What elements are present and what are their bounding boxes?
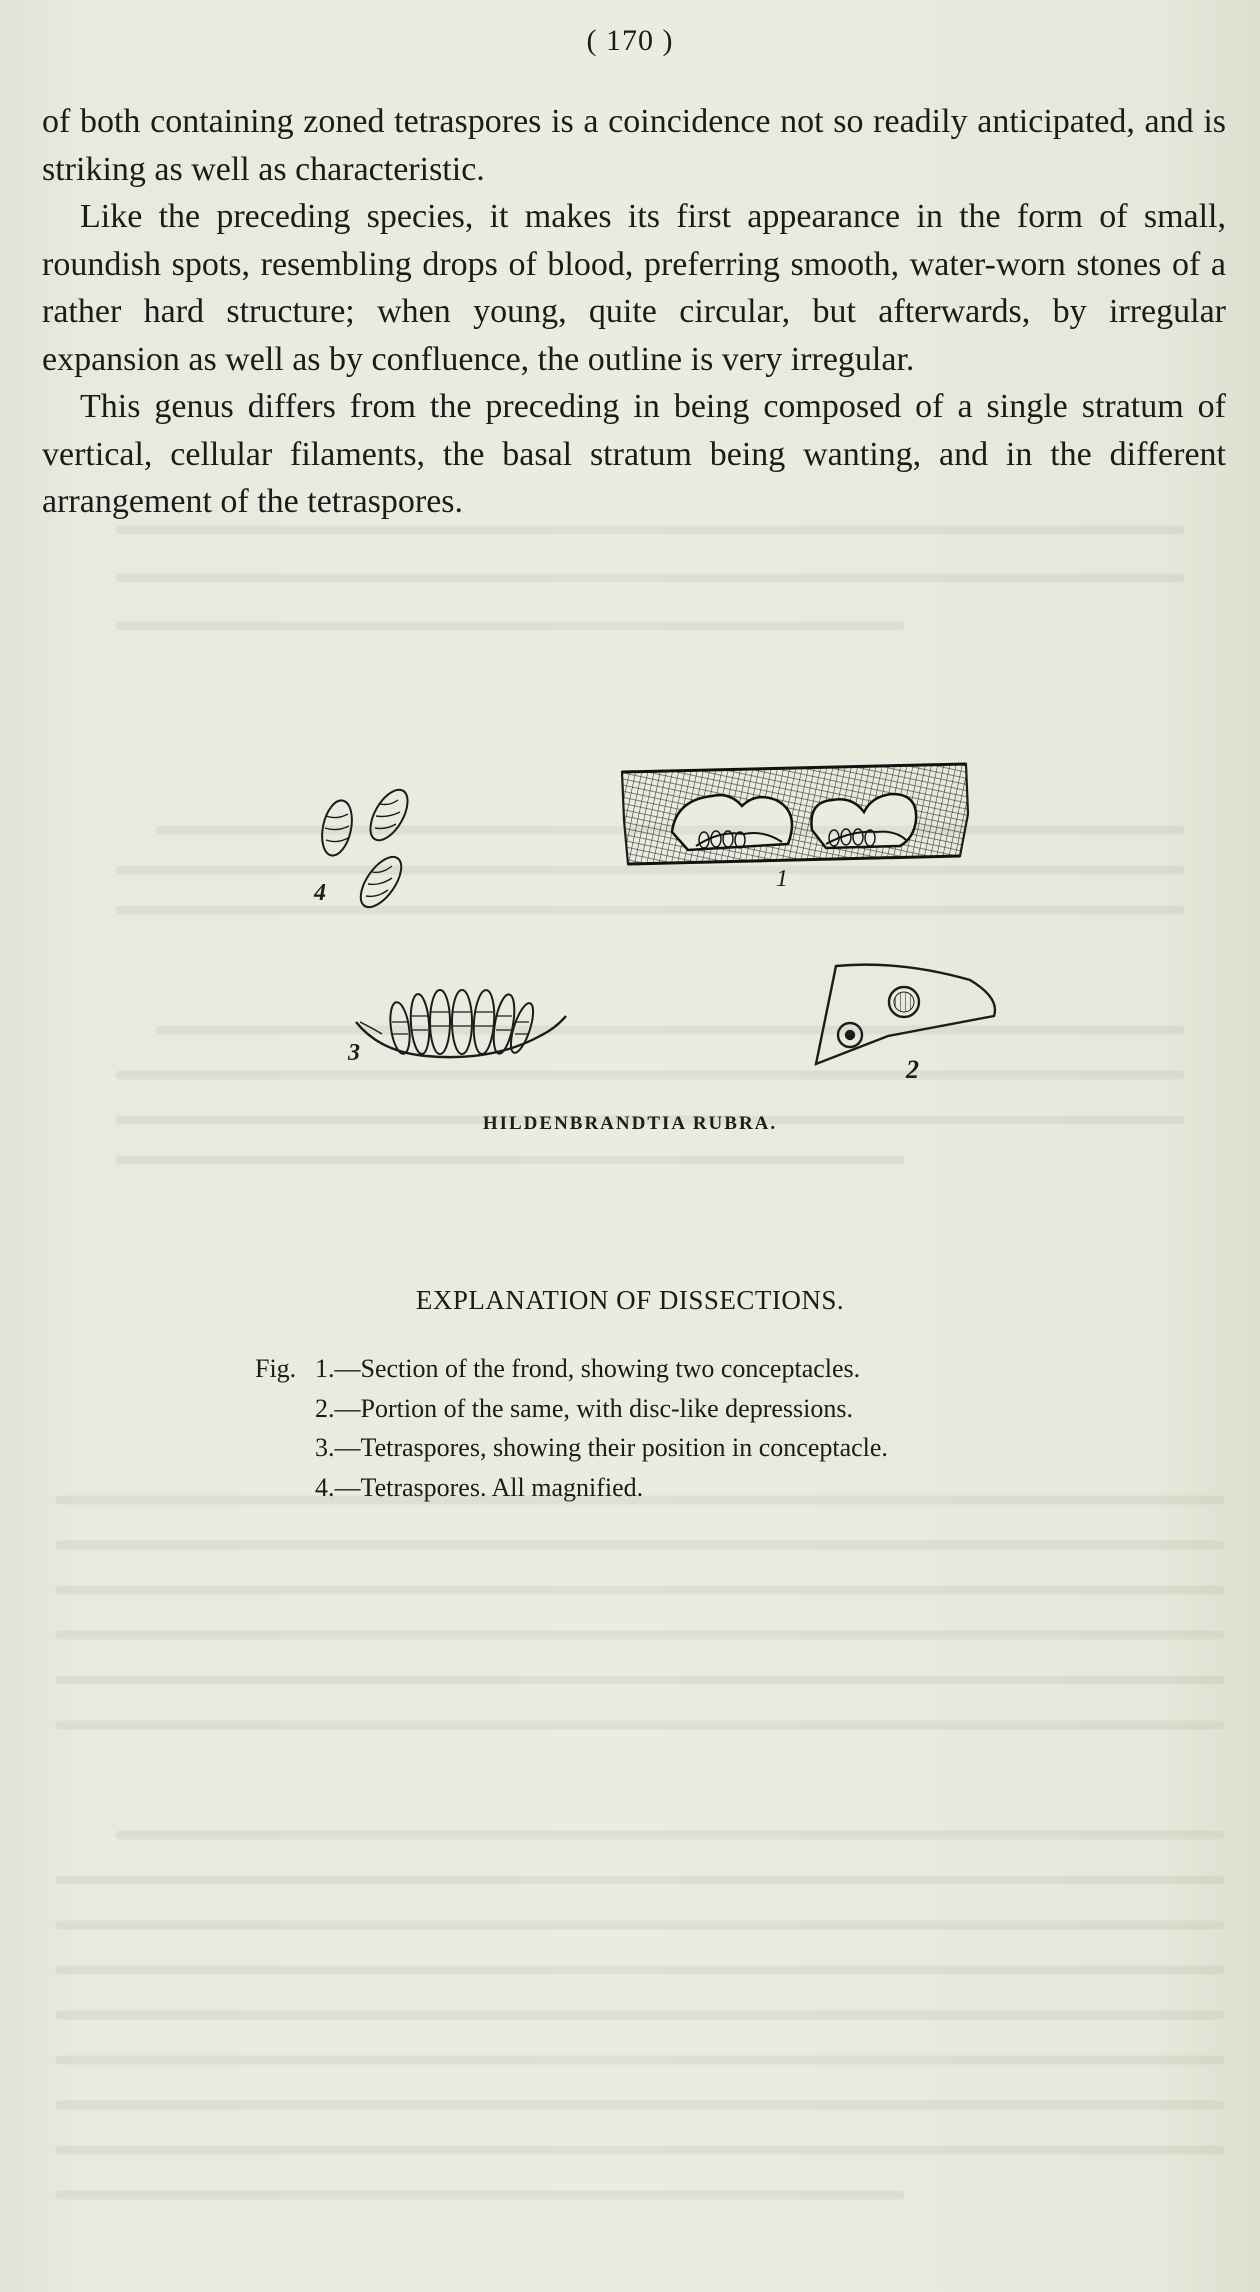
figure-caption: HILDENBRANDTIA RUBRA. [482, 1113, 778, 1134]
explanation-item [255, 1428, 1155, 1468]
fig2-frond-portion-drawing [816, 965, 995, 1064]
item-text: —Tetraspores, showing their position in conceptacle. [334, 1433, 888, 1462]
item-number: 1. [315, 1354, 335, 1383]
explanation-item [255, 1468, 1155, 1508]
paragraph-appearance: Like the preceding species, it makes its first appearance in the form of small, roundish spots, resembling drops of blood, preferring smooth, water-worn stones of a rather hard structure; when young, quite circular, but afterwards, by irregular expansion as well as by confluence, the outline is very irregular. [42, 198, 1226, 378]
item-number: 2. [315, 1393, 335, 1423]
fig3-label: 3 [348, 1040, 360, 1066]
explanation-item [255, 1389, 1155, 1429]
body-text [42, 98, 1226, 526]
fig2-label: 2 [906, 1055, 919, 1084]
fig4-tetraspores-drawing [317, 784, 415, 914]
item-number: 3. [315, 1433, 335, 1462]
explanation-heading: EXPLANATION OF DISSECTIONS. [415, 1285, 845, 1315]
item-text: —Section of the frond, showing two conceptacles. [334, 1354, 861, 1383]
fig3-conceptacle-drawing [356, 989, 566, 1057]
fig4-label: 4 [314, 880, 326, 906]
dissection-figure [0, 760, 1260, 1140]
paragraph-continuation: of both containing zoned tetraspores is a coincidence not so readily anticipated, and is striking as well as characteristic. [42, 103, 1226, 188]
fig1-label: 1 [776, 866, 788, 892]
fig-prefix: Fig. [255, 1354, 297, 1383]
explanation-item [255, 1349, 1155, 1389]
fig1-frond-section-drawing [622, 764, 968, 864]
item-text: —Tetraspores. All magnified. [334, 1472, 644, 1502]
paragraph-genus-difference: This genus differs from the preceding in being composed of a single stratum of vertical, cellular filaments, the basal stratum being wanting, and in the different arrangement of the tetraspores. [42, 388, 1226, 520]
item-number: 4. [315, 1472, 335, 1502]
page-number: ( 170 ) [586, 24, 674, 57]
item-text: —Portion of the same, with disc-like depressions. [334, 1393, 853, 1423]
explanation-list [255, 1349, 1155, 1507]
